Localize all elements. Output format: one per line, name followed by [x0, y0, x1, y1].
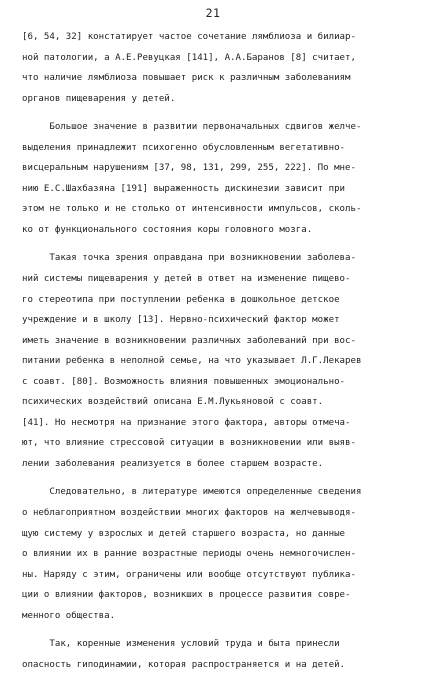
text-line: щую систему у взрослых и детей старшего возраста, но данные [22, 528, 346, 539]
paragraph-gap [22, 109, 414, 117]
text-line: выделения принадлежит психогенно обусловленным вегетативно- [22, 142, 346, 153]
text-line: Так, коренные изменения условий труда и быта принесли [22, 639, 340, 650]
text-line: ции о влиянии факторов, возникших в процессе развития совре- [22, 590, 351, 601]
text-line: нию Е.С.Шахбазяна [191] выраженность дискинезии зависит при [22, 183, 346, 194]
text-line: Такая точка зрения оправдана при возникновении заболева- [22, 253, 356, 264]
text-line: учреждение и в школу [13]. Нервно-психический фактор может [22, 315, 340, 326]
text-line: [6, 54, 32] констатирует частое сочетание лямблиоза и билиар- [22, 32, 356, 42]
text-line: о неблагоприятном воздействии многих факторов на желчевыводя- [22, 508, 356, 519]
text-line: менного общества. [22, 610, 116, 621]
text-line: с соавт. [80]. Возможность влияния повышенных эмоционально- [22, 376, 346, 387]
text-line: опасность гиподинамии, которая распространяется и на детей. [22, 659, 346, 670]
text-line: иметь значение в возникновении различных заболеваний при вос- [22, 335, 356, 346]
page-number: 21 [205, 6, 221, 20]
text-line: висцеральным нарушениям [37, 98, 131, 299, 255, 222]. По мне- [22, 163, 356, 174]
text-line: Большое значение в развитии первоначальных сдвигов желче- [22, 122, 362, 133]
text-line: органов пищеварения у детей. [22, 93, 176, 104]
text-line: ны. Наряду с этим, ограничены или вообще отсутствуют публика- [22, 569, 356, 580]
text-line: лении заболевания реализуется в более старшем возрасте. [22, 458, 324, 469]
text-line: питании ребенка в неполной семье, на что указывает Л.Г.Лекарев [22, 356, 362, 367]
text-line: ют, что влияние стрессовой ситуации в возникновении или выяв- [22, 438, 356, 449]
text-line: го стереотипа при поступлении ребенка в дошкольное детское [22, 294, 340, 305]
text-line: о влиянии их в ранние возрастные периоды очень немногочислен- [22, 549, 356, 560]
text-line: ной патологии, а А.Е.Ревуцкая [141], А.А.Баранов [8] считает, [22, 52, 356, 63]
paragraph-gap [22, 474, 414, 482]
text-line: что наличие лямблиоза повышает риск к различным заболеваниям [22, 73, 351, 84]
text-line: [41]. Но несмотря на признание этого фактора, авторы отмеча- [22, 417, 351, 428]
paragraph-gap [22, 240, 414, 248]
paragraph-gap [22, 626, 414, 634]
text-line: психических воздействий описана Е.М.Лукьяновой с соавт. [22, 397, 324, 408]
text-line: этом не только и не столько от интенсивности импульсов, сколь- [22, 204, 362, 215]
text-line: Следовательно, в литературе имеются определенные сведения [22, 487, 362, 498]
text-line: ний системы пищеварения у детей в ответ на изменение пищево- [22, 274, 351, 285]
document-body [22, 27, 414, 675]
text-line: ко от функционального состояния коры головного мозга. [22, 224, 313, 235]
